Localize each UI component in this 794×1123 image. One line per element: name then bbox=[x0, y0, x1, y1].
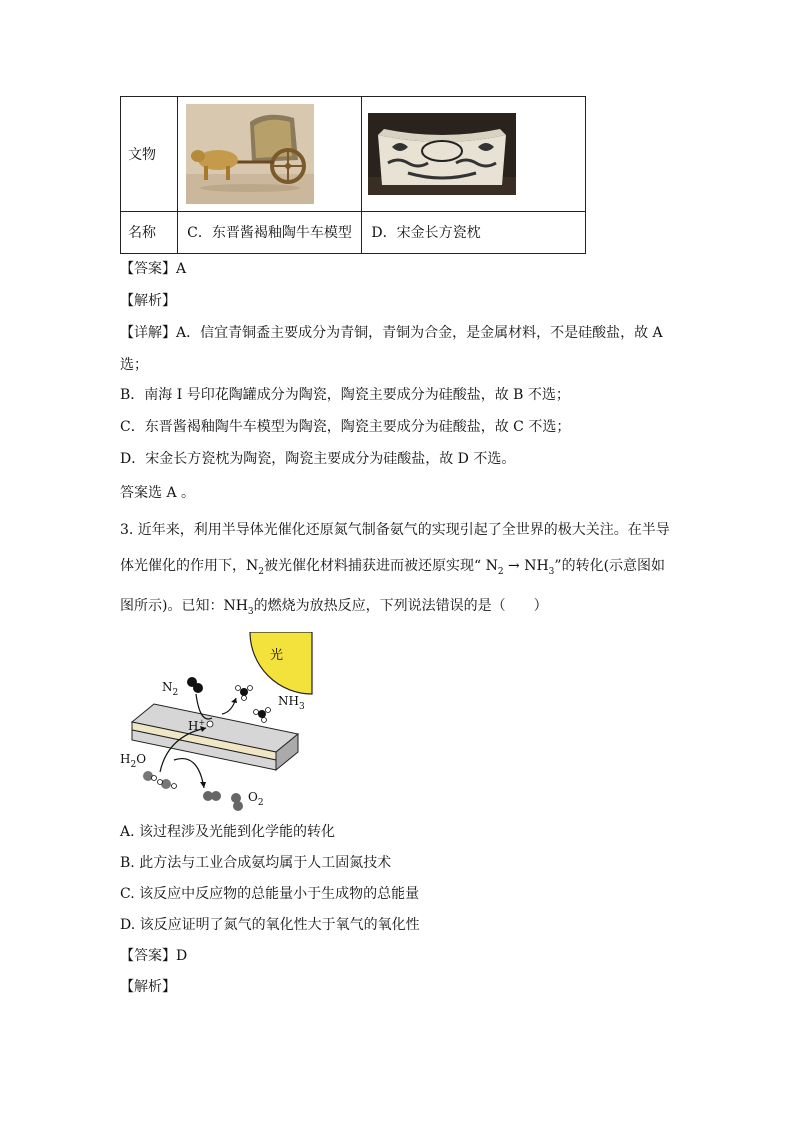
h-plus-label: H+ bbox=[188, 718, 206, 733]
question-3-line-2: 体光催化的作用下，$N_2$被光催化材料捕获进而被还原实现“ $N_2 \to NH_3$”的转化(示意图如 bbox=[120, 558, 666, 577]
question-3-line-1: 3. 近年来，利用半导体光催化还原氮气制备氨气的实现引起了全世界的极大关注。在半导 bbox=[120, 522, 670, 538]
detail-line-d: D．宋金长方瓷枕为陶瓷，陶瓷主要成分为硅酸盐，故 D 不选。 bbox=[120, 451, 516, 467]
detail-line-c: C．东晋酱褐釉陶牛车模型为陶瓷，陶瓷主要成分为硅酸盐，故 C 不选； bbox=[120, 419, 571, 435]
o2-label: $O_2$ bbox=[248, 790, 264, 808]
row-label-name: 名称 bbox=[121, 211, 178, 253]
n2-label: $N_2$ bbox=[162, 680, 179, 698]
light-label: 光 bbox=[270, 648, 284, 663]
artifact-table bbox=[120, 96, 586, 254]
answer-1: 【答案】A bbox=[120, 261, 187, 277]
option-b: B. 此方法与工业合成氨均属于人工固氮技术 bbox=[120, 855, 392, 871]
ox-cart-photo bbox=[186, 104, 314, 204]
detail-line-a-cont: 选； bbox=[120, 357, 148, 373]
option-c: C. 该反应中反应物的总能量小于生成物的总能量 bbox=[120, 886, 420, 902]
cell-image-d bbox=[362, 97, 586, 212]
porcelain-pillow-photo bbox=[368, 113, 516, 195]
nh3-label: $NH_3$ bbox=[278, 694, 305, 712]
name-d: D．宋金长方瓷枕 bbox=[362, 211, 586, 253]
answer-2: 【答案】D bbox=[120, 948, 188, 964]
light-source-icon bbox=[250, 632, 312, 694]
cell-image-c bbox=[178, 97, 362, 212]
analysis-2-label: 【解析】 bbox=[120, 979, 176, 995]
h2o-label: $H_2O$ bbox=[120, 752, 147, 770]
name-c: C．东晋酱褐釉陶牛车模型 bbox=[178, 211, 362, 253]
detail-conclusion: 答案选 A 。 bbox=[120, 485, 196, 501]
option-d: D. 该反应证明了氮气的氧化性大于氧气的氧化性 bbox=[120, 917, 420, 933]
diagram-graphics bbox=[118, 632, 318, 812]
analysis-1-label: 【解析】 bbox=[120, 293, 176, 309]
question-3-line-3: 图所示)。已知：$NH_3$的燃烧为放热反应，下列说法错误的是（ ） bbox=[120, 598, 548, 617]
photocatalysis-diagram bbox=[118, 632, 318, 812]
option-a: A. 该过程涉及光能到化学能的转化 bbox=[120, 824, 336, 840]
detail-line-a: 【详解】A．信宜青铜盉主要成分为青铜，青铜为合金，是金属材料，不是硅酸盐，故 A bbox=[120, 325, 663, 341]
detail-line-b: B．南海 I 号印花陶罐成分为陶瓷，陶瓷主要成分为硅酸盐，故 B 不选； bbox=[120, 387, 570, 403]
row-label-artifact: 文物 bbox=[121, 97, 178, 212]
